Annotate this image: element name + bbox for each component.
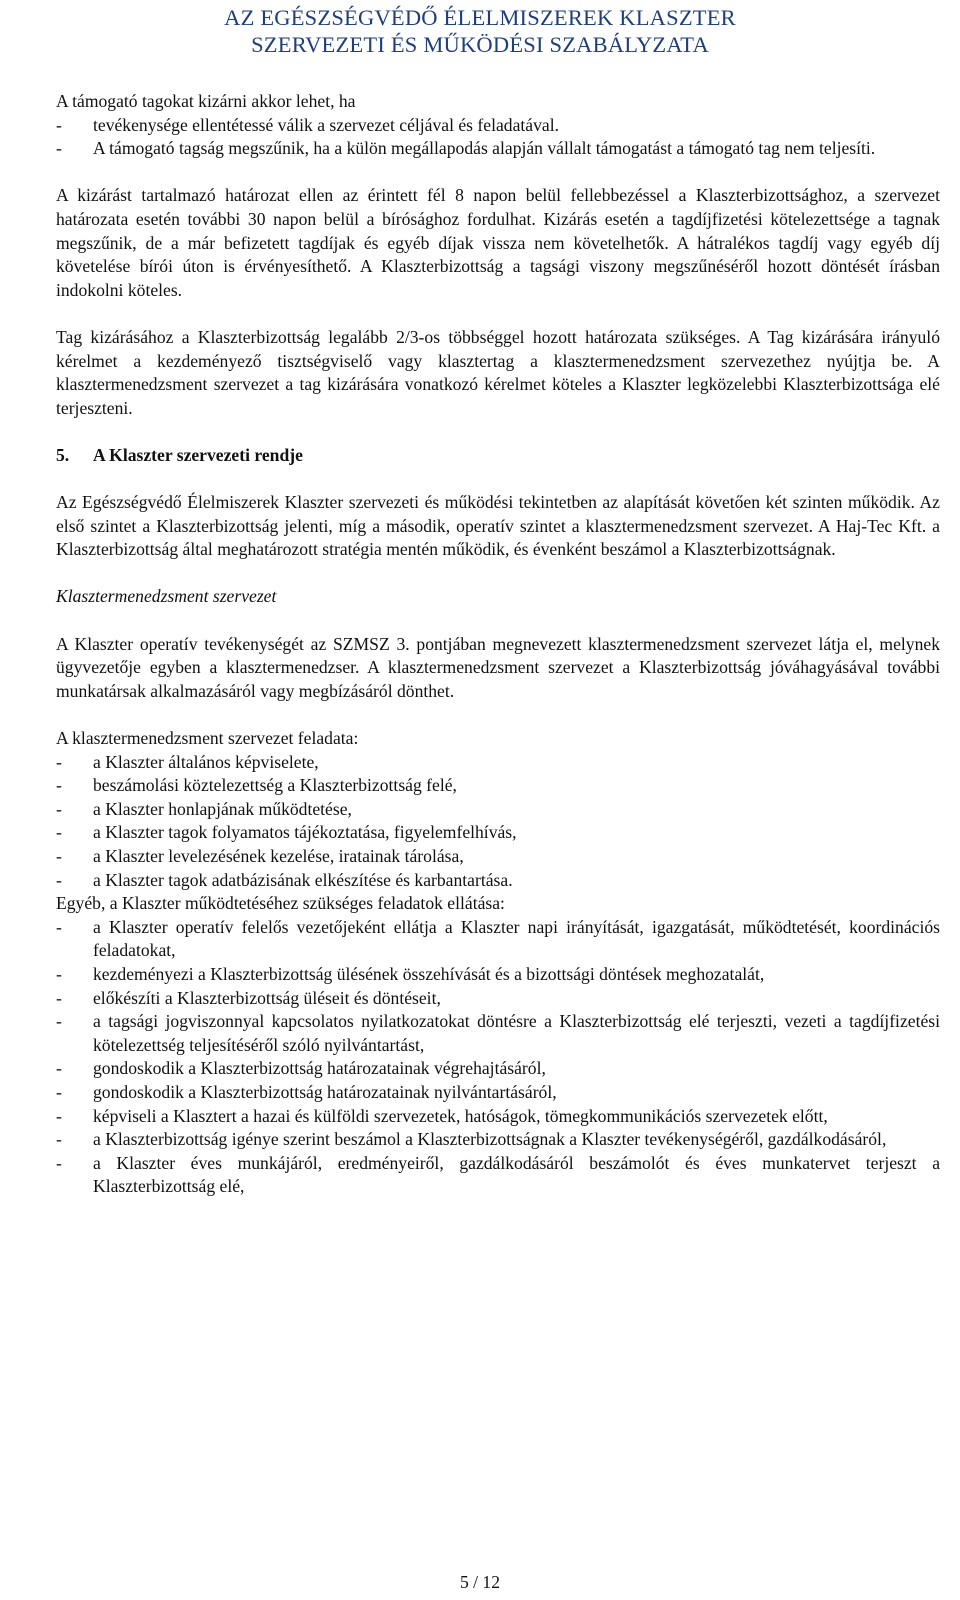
list-item [56,916,940,963]
list-item [56,774,940,798]
list-item-text: a Klaszter levelezésének kezelése, iratainak tárolása, [93,846,464,866]
page-number: 5 / 12 [459,1572,501,1592]
list-item-text: a Klaszter éves munkájáról, eredményeiről, gazdálkodásáról beszámolót és éves munkatervet terjeszt a Klaszterbizottság elé, [93,1152,940,1197]
dash-marker: - [56,1081,62,1102]
dash-marker: - [56,846,62,866]
list-item [56,114,940,138]
dash-marker: - [56,798,62,819]
list-item [56,869,940,893]
list-item [56,1128,940,1152]
list-item-text: a Klaszter tagok adatbázisának elkészítése és karbantartása. [93,869,513,890]
list-item-text: képviseli a Klasztert a hazai és külföldi szervezetek, hatóságok, tömegkommunikációs szervezetek előtt, [93,1105,828,1126]
other-tasks-intro: Egyéb, a Klaszter működtetéséhez szükséges feladatok ellátása: [56,893,505,914]
dash-marker: - [56,1011,62,1032]
list-item-text: előkészíti a Klaszterbizottság üléseit és döntéseit, [93,987,441,1008]
dash-marker: - [56,751,62,772]
list-item [56,821,940,845]
list-item-text: a Klaszter általános képviselete, [93,751,319,772]
dash-marker: - [56,1129,62,1150]
list-item-text: a Klaszter operatív felelős vezetőjeként ellátja a Klaszter napi irányítását, igazgatását, működtetését, koordinációs feladatokat, [93,916,940,961]
dash-marker: - [56,987,62,1008]
document-header [0,4,960,58]
section-number: 5. [56,444,70,465]
paragraph-appeal: A kizárást tartalmazó határozat ellen az érintett fél 8 napon belül fellebbezéssel a Klaszterbizottsághoz, a szervezet határozata esetén további 30 napon belül a bírósághoz fordulhat. Kizárás esetén a tagdíjfizetési kötelezettsége a tagnak megszűnik, de a már befizetett tagdíjak és egyéb díjak vissza nem követelhetők. A hátralékos tagdíj vagy egyéb díj követelése bírói úton is érvényesíthető. A Klaszterbizottság a tagsági viszony megszűnéséről hozott döntését írásban indokolni köteles. [56,185,940,300]
header-title-line1: AZ EGÉSZSÉGVÉDŐ ÉLELMISZEREK KLASZTER [224,5,736,30]
list-item [56,1057,940,1081]
dash-marker: - [56,138,62,159]
dash-marker: - [56,114,62,135]
list-item-text: tevékenysége ellentétessé válik a szervezet céljával és feladatával. [93,114,559,135]
list-item-text: A támogató tagság megszűnik, ha a külön megállapodás alapján vállalt támogatást a támogató tag nem teljesíti. [93,138,876,159]
list-item-text: a Klaszterbizottság igénye szerint beszámol a Klaszterbizottságnak a Klaszter tevékenységéről, gazdálkodásáról, [93,1129,887,1150]
subheading: Klasztermenedzsment szervezet [56,586,277,607]
dash-marker: - [56,1058,62,1079]
list-item [56,845,940,869]
section-heading [56,444,940,468]
list-item-text: a Klaszter tagok folyamatos tájékoztatása, figyelemfelhívás, [93,822,517,843]
header-title-line2: SZERVEZETI ÉS MŰKÖDÉSI SZABÁLYZATA [251,32,709,57]
section-title: A Klaszter szervezeti rendje [93,444,303,465]
paragraph-organization: Az Egészségvédő Élelmiszerek Klaszter szervezeti és működési tekintetben az alapítását követően két szinten működik. Az első szintet a Klaszterbizottság jelenti, míg a második, operatív szintet a klasztermenedzsment szervezet. A Haj-Tec Kft. a Klaszterbizottság által meghatározott stratégia mentén működik, és évenként beszámol a Klaszterbizottságnak. [56,492,940,560]
dash-marker: - [56,1105,62,1126]
dash-marker: - [56,1152,62,1173]
list-item [56,1152,940,1199]
list-item [56,1010,940,1057]
list-item-text: beszámolási köztelezettség a Klaszterbizottság felé, [93,775,457,796]
list-item-text: a Klaszter honlapjának működtetése, [93,798,352,819]
list-item [56,798,940,822]
list-item [56,751,940,775]
dash-marker: - [56,869,62,890]
list-item-text: gondoskodik a Klaszterbizottság határozatainak végrehajtásáról, [93,1058,546,1079]
list-item [56,963,940,987]
list-item [56,1105,940,1129]
list-item [56,1081,940,1105]
paragraph-majority: Tag kizárásához a Klaszterbizottság legalább 2/3-os többséggel hozott határozata szükséges. A Tag kizárására irányuló kérelmet a kezdeményező tisztségviselő vagy klasztertag a klasztermenedzsment szervezethez nyújtja be. A klasztermenedzsment szervezet a tag kizárására vonatkozó kérelmet köteles a Klaszter legközelebbi Klaszterbizottsága elé terjeszteni. [56,326,940,418]
dash-marker: - [56,775,62,796]
dash-marker: - [56,822,62,843]
list-item-text: gondoskodik a Klaszterbizottság határozatainak nyilvántartásáról, [93,1081,557,1102]
document-body [56,90,940,1199]
list-item [56,987,940,1011]
dash-marker: - [56,963,62,984]
expel-intro: A támogató tagokat kizárni akkor lehet, ha [56,91,356,111]
tasks-intro: A klasztermenedzsment szervezet feladata: [56,728,359,749]
paragraph-operations: A Klaszter operatív tevékenységét az SZMSZ 3. pontjában megnevezett klasztermenedzsment szervezet látja el, melynek ügyvezetője egyben a klasztermenedzser. A klasztermenedzsment szervezet a Klaszterbizottság jóváhagyásával további munkatársak alkalmazásáról vagy megbízásáról dönthet. [56,633,940,701]
list-item [56,137,940,161]
dash-marker: - [56,916,62,937]
list-item-text: a tagsági jogviszonnyal kapcsolatos nyilatkozatokat döntésre a Klaszterbizottság elé terjeszti, vezeti a tagdíjfizetési kötelezettség teljesítéséről szóló nyilvántartást, [93,1011,940,1055]
list-item-text: kezdeményezi a Klaszterbizottság ülésének összehívását és a bizottsági döntések meghozatalát, [93,963,765,984]
